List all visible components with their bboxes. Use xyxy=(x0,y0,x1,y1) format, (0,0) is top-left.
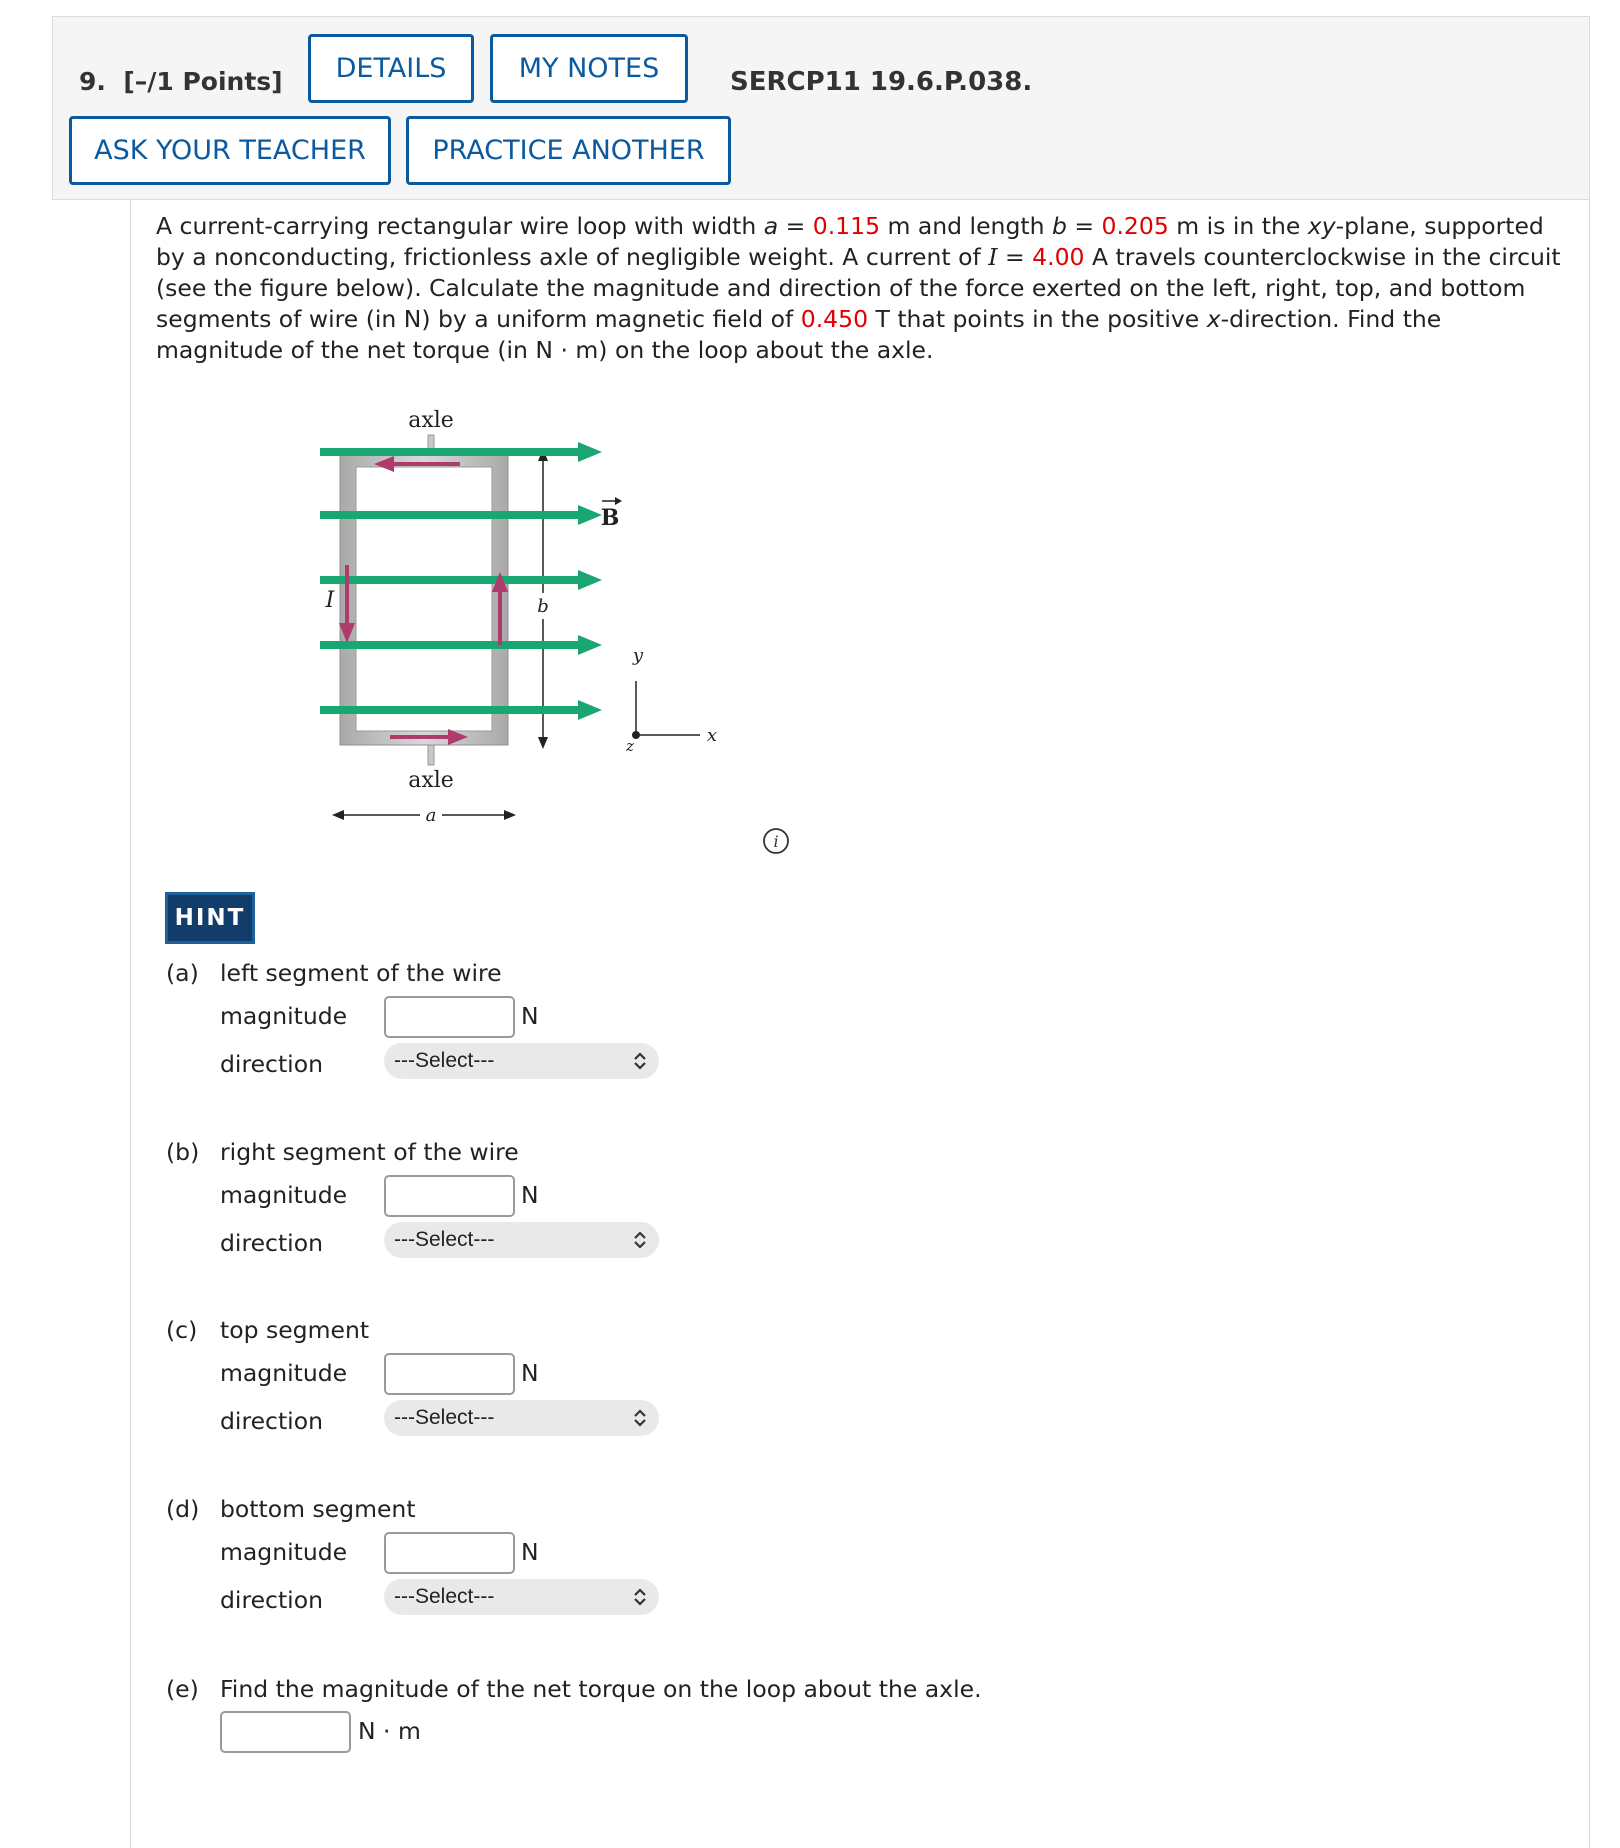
y-axis-label: y xyxy=(632,645,644,666)
part-e-unit: N · m xyxy=(358,1717,421,1745)
part-a-direction-label: direction xyxy=(220,1050,323,1078)
symbol-a: a xyxy=(763,212,779,240)
part-c-select-value: ---Select--- xyxy=(394,1406,495,1429)
arrowhead-icon xyxy=(332,810,344,820)
axle-bottom-label: axle xyxy=(408,768,454,793)
part-b-magnitude-label: magnitude xyxy=(220,1181,348,1209)
problem-text: A current-carrying rectangular wire loop with width xyxy=(156,212,764,240)
part-b-label: (b) xyxy=(166,1138,200,1166)
part-b-unit: N xyxy=(521,1181,539,1209)
field-arrow-icon xyxy=(578,635,602,655)
arrowhead-icon xyxy=(504,810,516,820)
details-button[interactable]: DETAILS xyxy=(308,34,474,103)
part-b-select-value: ---Select--- xyxy=(394,1228,495,1251)
points-label: [–/1 Points] xyxy=(123,67,283,96)
part-b-title: right segment of the wire xyxy=(220,1138,519,1166)
symbol-I: I xyxy=(988,243,998,271)
arrowhead-icon xyxy=(538,737,548,749)
field-value: 0.450 xyxy=(800,305,869,333)
part-d-label: (d) xyxy=(166,1495,200,1523)
svg-text:i: i xyxy=(773,832,779,851)
select-chevron-icon xyxy=(631,1586,649,1608)
length-value: 0.205 xyxy=(1101,212,1169,240)
part-e-title: Find the magnitude of the net torque on the loop about the axle. xyxy=(220,1675,982,1703)
part-c-title: top segment xyxy=(220,1316,370,1344)
part-d-magnitude-label: magnitude xyxy=(220,1538,348,1566)
part-a-select-value: ---Select--- xyxy=(394,1049,495,1072)
select-chevron-icon xyxy=(631,1407,649,1429)
part-c-magnitude-label: magnitude xyxy=(220,1359,348,1387)
field-arrow-icon xyxy=(578,442,602,462)
symbol-x: x xyxy=(1206,305,1221,333)
part-a-unit: N xyxy=(521,1002,539,1030)
part-c-label: (c) xyxy=(166,1316,198,1344)
part-b-direction-label: direction xyxy=(220,1229,323,1257)
b-label: b xyxy=(537,596,549,617)
part-e-torque-input[interactable] xyxy=(220,1711,351,1753)
question-number: 9. xyxy=(79,67,106,96)
my-notes-button[interactable]: MY NOTES xyxy=(490,34,688,103)
equals-sign: = xyxy=(997,243,1033,271)
part-b-direction-select[interactable] xyxy=(384,1222,659,1258)
ask-your-teacher-button[interactable]: ASK YOUR TEACHER xyxy=(69,116,391,185)
part-b-magnitude-input[interactable] xyxy=(384,1175,515,1217)
part-d-unit: N xyxy=(521,1538,539,1566)
select-chevron-icon xyxy=(631,1050,649,1072)
part-c-direction-label: direction xyxy=(220,1407,323,1435)
problem-text: T that points in the positive xyxy=(868,305,1207,333)
field-arrow-icon xyxy=(578,700,602,720)
problem-text: A travels counterclockwise in the circuit (see the figure below). Calculate the magnitude and direction of the force exerted on the left, right, top, and bottom segments of wire (in N) by a uniform magnetic field of xyxy=(156,243,1561,333)
field-B-label: B xyxy=(600,505,620,531)
part-d-magnitude-input[interactable] xyxy=(384,1532,515,1574)
a-label: a xyxy=(425,805,437,826)
symbol-b: b xyxy=(1051,212,1067,240)
problem-text: m and length xyxy=(880,212,1052,240)
problem-text: -direction. Find the magnitude of the net torque (in N · m) on the loop about the axle. xyxy=(156,305,1442,364)
problem-text: -plane, supported by a nonconducting, frictionless axle of negligible weight. A current of xyxy=(156,212,1544,271)
z-axis-label: z xyxy=(626,737,634,755)
select-chevron-icon xyxy=(631,1229,649,1251)
current-value: 4.00 xyxy=(1032,243,1085,271)
field-arrow-icon xyxy=(578,570,602,590)
width-value: 0.115 xyxy=(812,212,881,240)
part-d-direction-label: direction xyxy=(220,1586,323,1614)
axle-top-label: axle xyxy=(408,408,454,433)
problem-text: m is in the xyxy=(1168,212,1308,240)
axle-bottom-stub xyxy=(428,745,434,765)
equals-sign: = xyxy=(1066,212,1102,240)
part-e-label: (e) xyxy=(166,1675,199,1703)
part-c-magnitude-input[interactable] xyxy=(384,1353,515,1395)
field-arrow-icon xyxy=(578,505,602,525)
info-icon[interactable] xyxy=(762,827,790,855)
coordinate-axes xyxy=(625,645,717,755)
part-a-label: (a) xyxy=(166,959,199,987)
part-a-magnitude-label: magnitude xyxy=(220,1002,348,1030)
problem-statement xyxy=(156,211,1566,366)
symbol-xy: xy xyxy=(1307,212,1336,240)
hint-button[interactable]: HINT xyxy=(165,892,255,944)
question-header xyxy=(52,16,1590,200)
part-c-direction-select[interactable] xyxy=(384,1400,659,1436)
part-d-title: bottom segment xyxy=(220,1495,416,1523)
vector-arrow-icon xyxy=(615,497,622,505)
part-a-title: left segment of the wire xyxy=(220,959,502,987)
part-d-select-value: ---Select--- xyxy=(394,1585,495,1608)
equals-sign: = xyxy=(778,212,813,240)
part-a-magnitude-input[interactable] xyxy=(384,996,515,1038)
current-label: I xyxy=(325,588,335,613)
question-number-points xyxy=(79,67,283,96)
x-axis-label: x xyxy=(706,725,718,746)
part-a-direction-select[interactable] xyxy=(384,1043,659,1079)
part-c-unit: N xyxy=(521,1359,539,1387)
part-d-direction-select[interactable] xyxy=(384,1579,659,1615)
wire-loop-figure xyxy=(310,405,730,845)
problem-code: SERCP11 19.6.P.038. xyxy=(730,67,1033,97)
loop-interior xyxy=(356,467,492,731)
practice-another-button[interactable]: PRACTICE ANOTHER xyxy=(406,116,731,185)
